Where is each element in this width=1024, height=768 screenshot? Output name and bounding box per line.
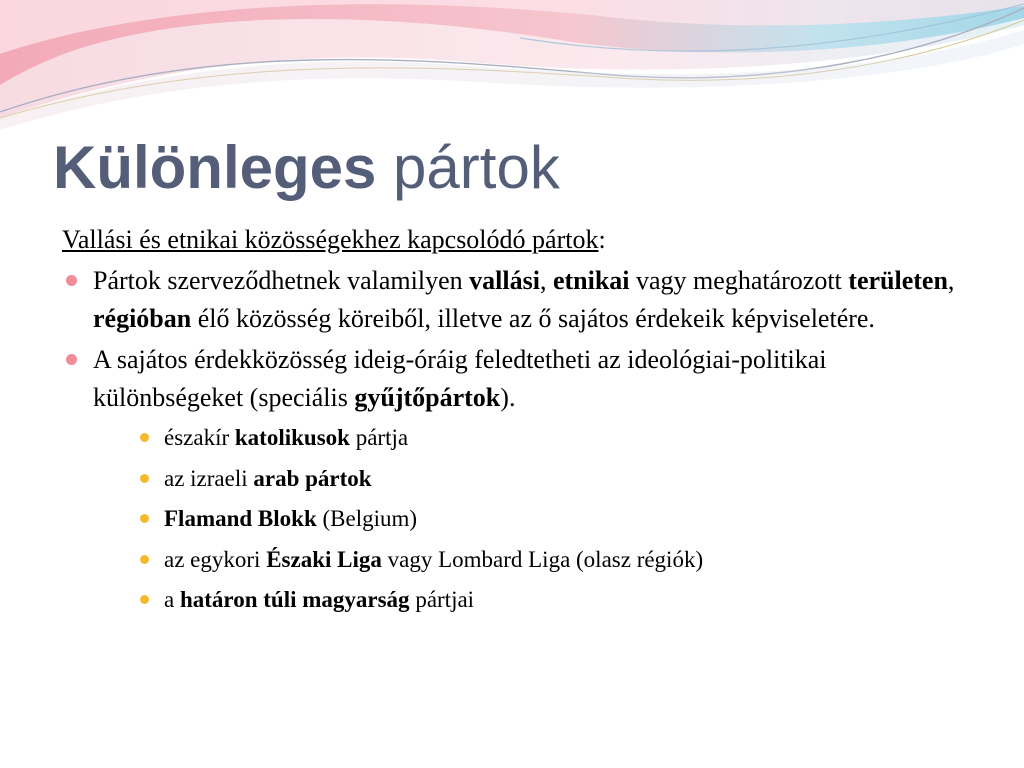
slide-content [62, 221, 962, 626]
bold-text-segment: arab pártok [253, 465, 372, 491]
slide-title-bold: Különleges [53, 134, 377, 201]
sub-bullet-dot-icon [140, 514, 149, 523]
text-segment: , [947, 266, 955, 295]
text-segment: az izraeli [164, 465, 254, 491]
sub-bullet-dot-icon [140, 433, 149, 442]
text-segment: , [539, 266, 553, 295]
slide-title [53, 128, 560, 208]
bold-text-segment: Flamand Blokk [164, 506, 317, 531]
bold-text-segment: határon túli magyarság [179, 587, 410, 612]
bullet-text [93, 345, 827, 412]
text-segment: a [164, 587, 180, 612]
sub-bullet-text [164, 425, 408, 450]
bold-text-segment: etnikai [552, 266, 630, 295]
sub-bullet-item [93, 423, 962, 453]
intro-suffix: : [598, 225, 606, 254]
text-segment: élő közösség köreiből, illetve az ő sajátos érdekeik képviseletére. [191, 304, 875, 333]
sub-bullet-dot-icon [140, 555, 149, 564]
sub-bullet-dot-icon [140, 595, 149, 604]
text-segment: vagy Lombard Liga (olasz régiók) [381, 546, 704, 572]
bold-text-segment: régióban [93, 304, 192, 333]
bullet-item [62, 262, 962, 338]
text-segment: Pártok szerveződhetnek valamilyen [93, 266, 470, 295]
sub-bullet-text [164, 587, 474, 612]
bold-text-segment: gyűjtőpártok [354, 383, 501, 412]
bullet-dot-icon [66, 275, 77, 286]
sub-bullet-item [93, 545, 962, 575]
bold-text-segment: Északi Liga [266, 546, 382, 572]
text-segment: az egykori [164, 546, 267, 572]
sub-bullet-dot-icon [140, 474, 149, 483]
bold-text-segment: katolikusok [234, 425, 350, 450]
sub-bullet-text [164, 466, 372, 491]
intro-underlined: Vallási és etnikai közösségekhez kapcsolódó pártok [62, 225, 599, 254]
bullet-item [62, 341, 962, 615]
sub-bullet-text [164, 547, 703, 572]
text-segment: pártja [349, 425, 409, 450]
text-segment: pártjai [409, 587, 475, 612]
text-segment: vagy meghatározott [629, 266, 849, 295]
text-segment: A sajátos érdekközösség ideig-óráig feledtetheti az ideológiai-politikai különbségeket (speciális [93, 345, 827, 412]
text-segment: ). [500, 383, 516, 412]
slide-title-rest: pártok [376, 134, 560, 201]
bullet-dot-icon [66, 354, 77, 365]
text-segment: (Belgium) [316, 506, 418, 531]
sub-bullet-item [93, 504, 962, 534]
bold-text-segment: vallási [469, 266, 540, 295]
text-segment: északír [164, 425, 235, 450]
bullet-text [93, 266, 954, 333]
decorative-wave-header [0, 0, 1024, 130]
sub-bullet-text [164, 506, 417, 531]
bold-text-segment: területen [848, 266, 948, 295]
sub-bullet-item [93, 464, 962, 494]
sub-bullet-list [93, 423, 962, 615]
bullet-list [62, 262, 962, 615]
intro-line [62, 221, 962, 259]
sub-bullet-item [93, 585, 962, 615]
